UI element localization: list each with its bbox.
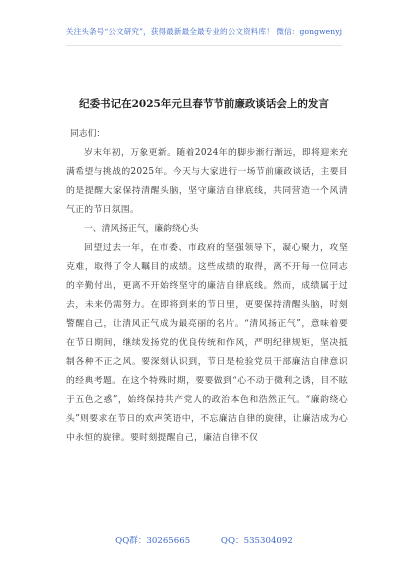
section-paragraph: 回望过去一年，在市委、市政府的坚强领导下，凝心聚力，攻坚克难，取得了令人瞩目的成绩。这些成绩的取得，离不开每一位同志的辛勤付出，更离不开始终坚守的廉洁自律底线。然而，成绩属于过去，未来仍需努力。在即将到来的节日里，更要保持清醒头脑，时刻警醒自己，让清风正气成为最亮丽的名片。“清风扬正气”，意味着要在节日期间，继续发扬党的优良传统和作风，严明纪律规矩，坚决抵制各种不正之风。要深刻认识到，节日是检验党员干部廉洁自律意识的经典考题。在这个特殊时期，要要做到“心不动于微利之诱，目不眩于五色之惑”，始终保持共产党人的政治本色和浩然正气。“廉韵绕心头”则要求在节日的欢声笑语中，不忘廉洁自律的旋律，让廉洁成为心中永恒的旋律。要时刻提醒自己，廉洁自律不仅 — [66, 243, 348, 443]
header-divider — [66, 45, 342, 46]
footer-contact — [0, 534, 408, 546]
intro-paragraph: 岁末年初，万象更新。随着2024年的脚步渐行渐远，即将迎来充满希望与挑战的2025年。今天与大家进行一场节前廉政谈话，主要目的是提醒大家保持清醒头脑，坚守廉洁自律底线，共同营造一个风清气正的节日氛围。 — [66, 148, 348, 215]
header-banner: 关注头条号“公文研究”，获得最新最全最专业的公文资料库！ 微信：gongwenyj — [65, 27, 343, 36]
salutation: 同志们： — [70, 129, 106, 139]
footer-qq-group: QQ群：30265665 — [115, 536, 191, 546]
footer-qq: QQ：535304092 — [220, 536, 293, 546]
section-heading: 一、清风扬正气，廉韵绕心头 — [84, 224, 199, 234]
document-body — [66, 118, 348, 448]
document-title: 纪委书记在2025年元旦春节节前廉政谈话会上的发言 — [79, 98, 329, 110]
